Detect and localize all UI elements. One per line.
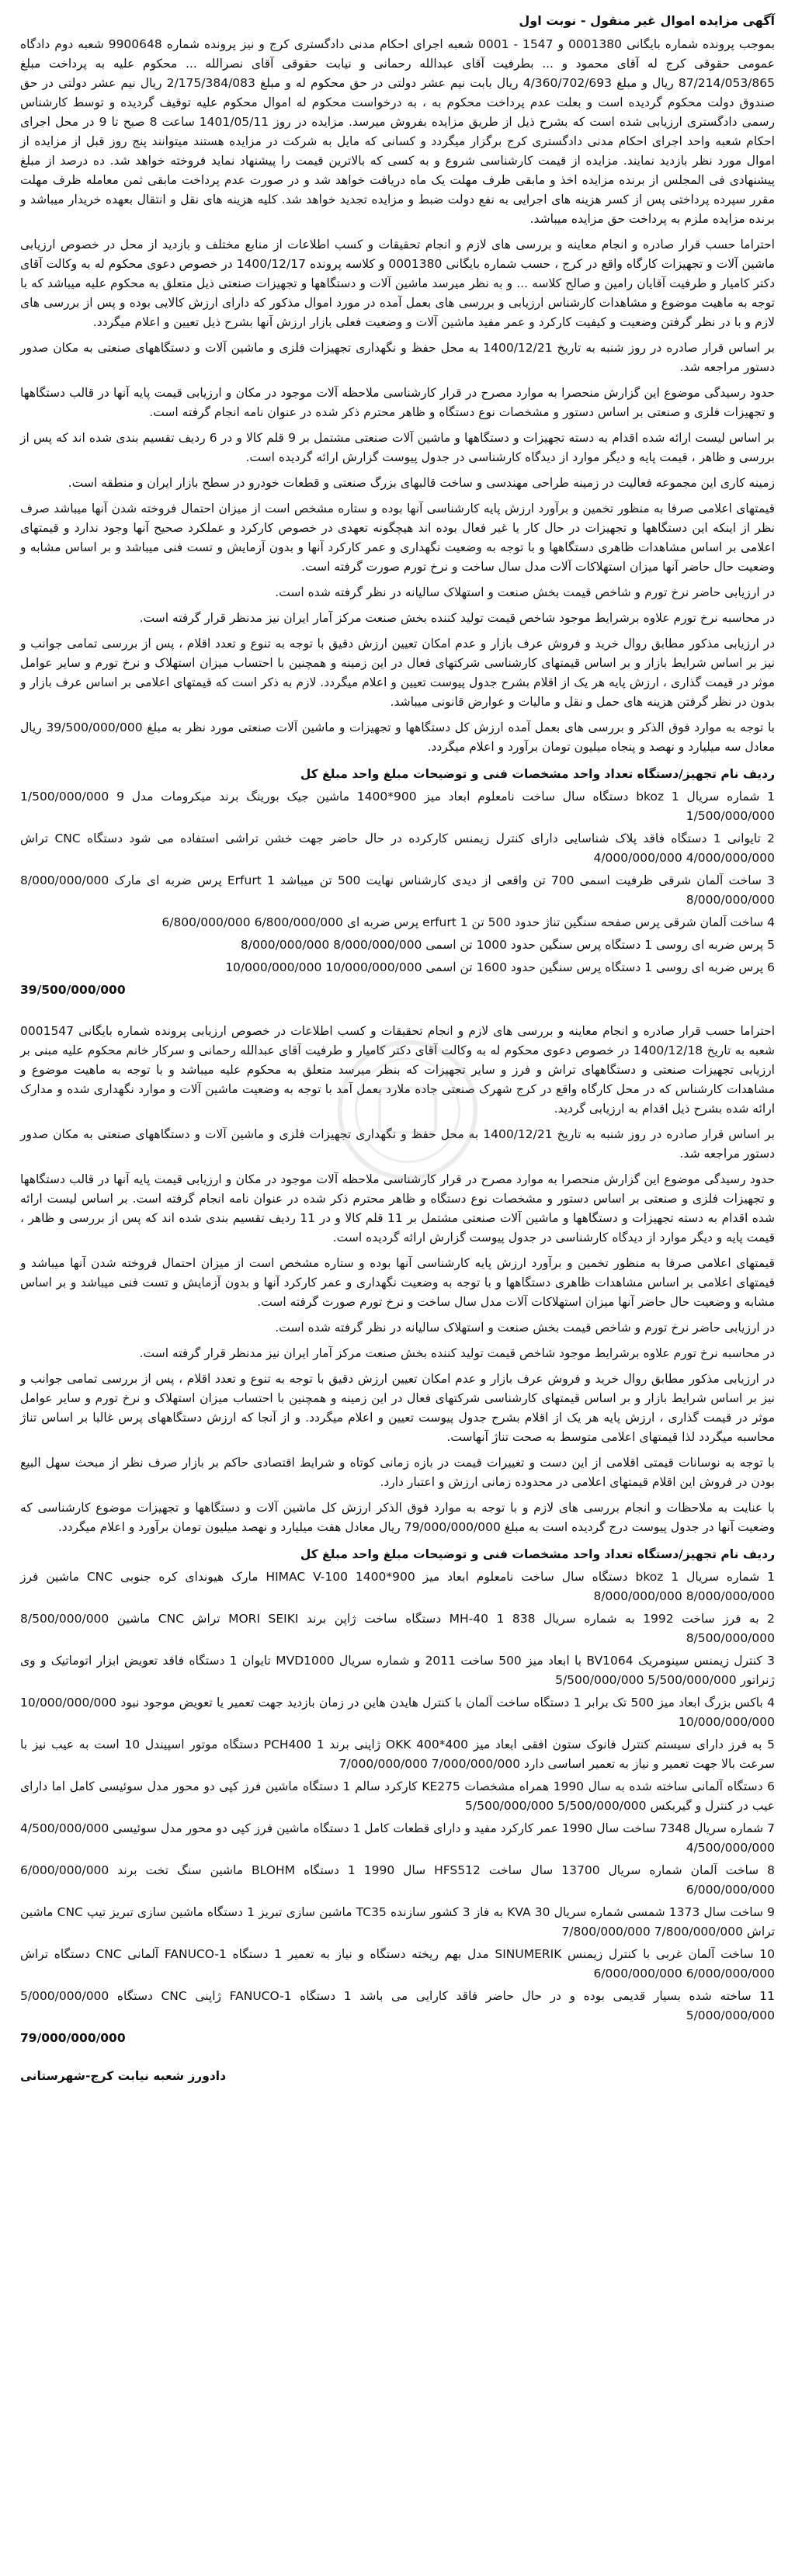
table-row: 11 ساخته شده بسیار قدیمی بوده و در حال حاضر فاقد کارایی می باشد 1 دستگاه FANUCO-1 ژاپنی CNC دستگاه 5/000/000/000 5/000/000/000 (20, 1989, 775, 2022)
section1-criteria: در ارزیابی حاضر نرخ تورم و شاخص قیمت بخش صنعت و استهلاک سالیانه در نظر گرفته شده است. (275, 585, 775, 599)
section1-final: با توجه به موارد فوق الذکر و بررسی های بعمل آمده ارزش کل دستگاهها و تجهیزات و ماشین آلات صنعتی مورد نظر به مبلغ 39/500/000/000 ریال معادل سه میلیارد و نهصد و پنجاه میلیون تومان برآورد و اعلام میگردد. (20, 720, 775, 754)
notice-intro: بموجب پرونده شماره بایگانی 0001380 و 1547 - 0001 شعبه اجرای احکام مدنی دادگستری کرج و نیز پرونده شماره 9900648 شعبه دوم دادگاه عمومی حقوقی کرج له آقای محمود و ... بطرفیت آقای عبدالله رحمانی و نیابت حقوقی آقای نصرالله ... محکوم علیه به پرداخت مبلغ 87/214/053/865 ریال و مبلغ 4/360/702/693 ریال بابت نیم عشر دولتی در حق محکوم له و مبلغ 2/175/384/083 ریال نیم عشر دولتی در حق صندوق دولت محکوم گردیده است و بعلت عدم پرداخت محکوم به ، به درخواست محکوم له اموال محکوم علیه توقیف گردیده و توسط کارشناس رسمی دادگستری ارزیابی شده است که بشرح ذیل از طریق مزایده بفروش میرسد. مزایده در روز 1401/05/11 ساعت 8 صبح تا 9 در محل اجرای احکام شعبه واحد اجرای احکام مدنی دادگستری کرج برگزار میگردد و کسانی که مایل به شرکت در مزایده هستند میتوانند پنج روز قبل از مزایده از اموال مورد نظر بازدید نمایند. مزایده از قیمت کارشناسی شروع و به کسی که بالاترین قیمت را پیشنهاد نماید فروخته خواهد شد. ده درصد از مبلغ پیشنهادی فی المجلس از برنده مزایده اخذ و مابقی ظرف مهلت یک ماه دریافت خواهد شد و در صورت عدم پرداخت مابقی ثمن معامله ظرف مهلت مقرر سپرده پرداختی پس از کسر هزینه های اجرایی به نفع دولت ضبط و مزایده تجدید خواهد شد. کلیه هزینه های نقل و انتقال بعهده خریدار میباشد و برنده مزایده ملزم به پرداخت حق مزایده میباشد. (20, 37, 776, 226)
section1-basis: بر اساس لیست ارائه شده اقدام به دسته تجهیزات و دستگاهها و ماشین آلات صنعتی مشتمل بر 9 قلم کالا و در 6 ردیف تقسیم بندی شده اند که پس از بررسی و ظاهر ، قیمت پایه و دیگر موارد از دیدگاه کارشناسی در جدول پیوست گزارش ارائه گردیده است. (20, 431, 775, 464)
section2-pricing: قیمتهای اعلامی صرفا به منظور تخمین و برآورد ارزش پایه کارشناسی آنها بوده و ستاره مشخص است از میزان احتمال فروخته شدن آنها میباشد و قیمتهای اعلامی بر اساس مشاهدات ظاهری دستگاهها و با توجه به وضعیت نگهداری و عمر کارکرد آنها و بدون آزمایش و تست فنی میباشد و بر اساس مشابه و وضعیت حال حاضر آنها میزان استهلاکات آلات مدل سال ساخت و نرخ تورم صورت گرفته است. (20, 1256, 775, 1309)
section1-scope: حدود رسیدگی موضوع این گزارش منحصرا به موارد مصرح در قرار کارشناسی ملاحظه آلات موجود در مکان و ارزیابی قیمت پایه آنها در قالب دستگاهها و تجهیزات فلزی و صنعتی بر اساس دستور و مشخصات نوع دستگاه و ظاهر محترم ذکر شده در عنوان نامه انجام گرفته است. (20, 386, 775, 419)
section1-inflation: در محاسبه نرخ تورم علاوه برشرایط موجود شاخص قیمت تولید کننده بخش صنعت مرکز آمار ایران نیز مدنظر قرار گرفته است. (139, 611, 775, 625)
section2-criteria: در ارزیابی حاضر نرخ تورم و شاخص قیمت بخش صنعت و استهلاک سالیانه در نظر گرفته شده است. (275, 1321, 775, 1335)
table-row: 6 پرس ضربه ای روسی 1 دستگاه پرس سنگین حدود 1600 تن اسمی 10/000/000/000 10/000/000/000 (225, 960, 775, 974)
section2-visit: بر اساس قرار صادره در روز شنبه به تاریخ 1400/12/21 به محل حفظ و نگهداری تجهیزات فلزی و ماشین آلات و دستگاههای صنعتی به مکان صدور دستور مراجعه شد. (20, 1127, 775, 1161)
table-row: 8 ساخت آلمان شماره سریال 13700 سال ساخت HFS512 سال 1990 1 دستگاه BLOHM ماشین سنگ تخت برند 6/000/000/000 6/000/000/000 (20, 1863, 776, 1897)
section1-table-heading: ردیف نام تجهیز/دستگاه تعداد واحد مشخصات فنی و توضیحات مبلغ واحد مبلغ کل (300, 767, 775, 781)
table-row: 7 شماره سریال 7348 ساخت سال 1990 عمر کارکرد مفید و دارای قطعات کامل 1 دستگاه ماشین فرز کپی دو محور مدل سوئیسی 4/500/000/000 4/500/000/000 (20, 1821, 775, 1855)
table-row: 1 شماره سریال bkoz 1 دستگاه سال ساخت نامعلوم ابعاد میز 900*1400 HIMAC V-100 مارک هیوندای کره جنوبی CNC ماشین فرز 8/000/000/000 8/000/000/000 (20, 1570, 775, 1603)
signature: دادورز شعبه نیابت کرج-شهرستانی (20, 2069, 227, 2083)
section1-total: 39/500/000/000 (20, 983, 126, 997)
table-row: 4 ساخت آلمان شرقی پرس صفحه سنگین تناژ حدود 500 تن 1 erfurt پرس ضربه ای 6/800/000/000 6/800/000/000 (161, 915, 775, 929)
section2-scope: حدود رسیدگی موضوع این گزارش منحصرا به موارد مصرح در قرار کارشناسی ملاحظه آلات موجود در مکان و ارزیابی قیمت پایه آنها در قالب دستگاهها و تجهیزات فلزی و صنعتی بر اساس دستور و مشخصات نوع دستگاه و ظاهر محترم ذکر شده در عنوان نامه انجام گرفته است. بر اساس لیست ارائه شده اقدام به دسته تجهیزات و دستگاهها و ماشین آلات صنعتی مشتمل بر 11 قلم کالا و در 11 ردیف تقسیم بندی شده اند که پس از بررسی و ظاهر ، قیمت پایه و دیگر موارد از دیدگاه کارشناسی در جدول پیوست گزارش ارائه گردیده است. (20, 1172, 775, 1245)
section2-report: احتراما حسب قرار صادره و انجام معاینه و بررسی های لازم و انجام تحقیقات و کسب اطلاعات در خصوص ارزیابی پرونده شماره بایگانی 0001547 شعبه به تاریخ 1400/12/18 در خصوص دعوی محکوم له به وکالت آقای دکتر کامیار و طرفیت آقای عبدالله رحمانی و سرکار خانم محکوم علیه مبنی بر ارزیابی تجهیزات صنعتی و دستگاههای تراش و فرز و سایر تجهیزات که بنظر میرسد متعلق به محکوم علیه میباشد و با توجه به ماهیت موضوع و مشاهدات کارشناس که در محل کارگاه واقع در کرج شهرک صنعتی جاده ملارد بعمل آمد با توجه به وضعیت ماشین آلات و موارد نگهداری شده و مدارک ارائه شده بشرح ذیل اقدام به ارزیابی گردید. (20, 1024, 775, 1116)
section2-final: با عنایت به ملاحظات و انجام بررسی های لازم و با توجه به موارد فوق الذکر ارزش کل ماشین آلات و دستگاهها و تجهیزات موضوع کارشناسی که وضعیت آنها در جدول پیوست درج گردیده است به مبلغ 79/000/000/000 ریال معادل هفت میلیارد و نهصد میلیون تومان برآورد و اعلام میگردد. (20, 1501, 775, 1534)
section2-inflation: در محاسبه نرخ تورم علاوه برشرایط موجود شاخص قیمت تولید کننده بخش صنعت مرکز آمار ایران نیز مدنظر قرار گرفته است. (139, 1346, 775, 1360)
section1-report: احتراما حسب قرار صادره و انجام معاینه و بررسی های لازم و انجام تحقیقات و کسب اطلاعات از منابع مختلف و بازدید از محل در خصوص ارزیابی ماشین آلات و تجهیزات کارگاه واقع در کرج ، حسب شماره بایگانی 0001380 و کلاسه پرونده 1400/12/17 در خصوص دعوی محکوم له به وکالت آقای دکتر کامیار و طرفیت آقایان رامین و صالح کلاسه ... و به نظر میرسد ماشین آلات و دستگاهها و تجهیزات صنعتی ذیل متعلق به محکوم علیه میباشد که با توجه به ماهیت موضوع و مشاهدات کارشناس ارزیابی و بررسی های بعمل آمده در مورد اموال مذکور که دارای ارزش کالایی بوده و پس از بررسی های لازم و با در نظر گرفتن وضعیت و کیفیت کارکرد و عمر مفید ماشین آلات و وضعیت فعلی بازار ارزش آنها بشرح ذیل تعیین و اعلام میگردد. (20, 238, 775, 329)
section1-supplier: زمینه کاری این مجموعه فعالیت در زمینه طراحی مهندسی و ساخت قالبهای بزرگ صنعتی و قطعات خودرو در سطح بازار ایران و منطقه است. (68, 476, 775, 490)
table-row: 3 کنترل زیمنس سینومریک BV1064 با ابعاد میز 500 ساخت 2011 و شماره سریال MVD1000 تایوان 1 دستگاه فاقد تعویض ابزار اتوماتیک و وی ژنراتور 5/500/000/000 5/500/000/000 (20, 1654, 775, 1687)
notice-title: آگهی مزایده اموال غیر منقول - نوبت اول (519, 13, 775, 28)
section1-visit: بر اساس قرار صادره در روز شنبه به تاریخ 1400/12/21 به محل حفظ و نگهداری تجهیزات فلزی و ماشین آلات و دستگاههای صنعتی به مکان صدور دستور مراجعه شد. (20, 341, 775, 374)
section2-table-heading: ردیف نام تجهیز/دستگاه تعداد واحد مشخصات فنی و توضیحات مبلغ واحد مبلغ کل (300, 1547, 775, 1561)
table-row: 5 به فرز دارای سیستم کنترل فانوک ستون افقی ابعاد میز 400*400 OKK ژاپنی برند PCH400 1 دستگاه موتور اسپیندل 10 است به عیب نیز با سرعت بالا جهت تعمیر و نیاز به تعمیر اساسی دارد 7/000/000/000 7/000/000/000 (20, 1738, 775, 1771)
table-row: 6 دستگاه آلمانی ساخته شده به سال 1990 همراه مشخصات KE275 کارکرد سالم 1 دستگاه ماشین فرز کپی دو محور مدل سوئیسی کامل اما دارای عیب در کنترل و گیربکس 5/500/000/000 5/500/000/000 (20, 1779, 775, 1813)
table-row: 5 پرس ضربه ای روسی 1 دستگاه پرس سنگین حدود 1000 تن اسمی 8/000/000/000 8/000/000/000 (240, 938, 775, 952)
section1-pricing: قیمتهای اعلامی صرفا به منظور تخمین و برآورد ارزش پایه کارشناسی آنها بوده و ستاره مشخص است از میزان احتمال فروخته شدن آنها میباشد صرف نظر از اینکه این دستگاهها و تجهیزات در حال کار یا غیر فعال بوده اند هیچگونه تعهدی در خصوص کارکرد و عملکرد صحیح آنها وجود ندارد و قیمتهای اعلامی بر اساس مشاهدات ظاهری دستگاهها و با توجه به وضعیت نگهداری و عمر کارکرد آنها و بدون آزمایش و تست فنی میباشد و بر اساس مشابه و وضعیت حال حاضر آنها میزان استهلاکات آلات مدل سال ساخت و نرخ تورم صورت گرفته است. (20, 502, 775, 574)
table-row: 4 باکس بزرگ ابعاد میز 500 تک برابر 1 دستگاه ساخت آلمان با کنترل هایدن هاین در زمان بازدید جهت تعمیر یا تعویض موجود نبود 10/000/000/000 10/000/000/000 (20, 1696, 775, 1729)
section2-method: با توجه به نوسانات قیمتی اقلامی از این دست و تغییرات قیمت در بازه زمانی کوتاه و شرایط اقتصادی حاکم بر بازار صرف نظر از مبحث سهل البیع بودن در فروش این اقلام قیمتهای اعلامی در محدوده زمانی ارزش و اعتبار دارد. (20, 1456, 775, 1489)
table-row: 3 ساخت آلمان شرقی ظرفیت اسمی 700 تن واقعی از دیدی کارشناس نهایت 500 تن میباشد 1 Erfurt پرس ضربه ای مارک 8/000/000/000 8/000/000/000 (20, 873, 775, 907)
table-row: 10 ساخت آلمان غربی با کنترل زیمنس SINUMERIK مدل بهم ریخته دستگاه و نیاز به تعمیر 1 دستگاه FANUCO-1 آلمانی CNC دستگاه تراش 6/000/000/000 6/000/000/000 (20, 1947, 775, 1981)
table-row: 9 ساخت سال 1373 شمسی شماره سریال KVA 30 به فاز 3 کشور سازنده TC35 ماشین سازی تبریز 1 دستگاه ماشین سازی تبریز تیپ CNC ماشین تراش 7/800/000/000 7/800/000/000 (20, 1905, 775, 1939)
section1-market: در ارزیابی مذکور مطابق روال خرید و فروش عرف بازار و عدم امکان تعیین ارزش دقیق با توجه به تنوع و تعدد اقلام ، پس از بررسی تمامی جوانب و نیز بر اساس شرایط بازار و بر اساس قیمتهای کارشناسی شرکتهای فعال در این زمینه و همچنین با احتساب میزان استهلاک و نرخ تورم و سایر عوامل موثر در قیمت گذاری ، ارزش پایه هر یک از اقلام بشرح جدول پیوست تعیین و اعلام میگردد. لازم به ذکر است که قیمتهای اعلامی بر اساس عرف بازار و بدون در نظر گرفتن هزینه های حمل و نقل و مالیات و عوارض قانونی میباشد. (20, 637, 775, 709)
section2-total: 79/000/000/000 (20, 2031, 126, 2045)
section2-market: در ارزیابی مذکور مطابق روال خرید و فروش عرف بازار و عدم امکان تعیین ارزش دقیق با توجه به تنوع و تعدد اقلام ، پس از بررسی تمامی جوانب و نیز بر اساس شرایط بازار و بر اساس قیمتهای کارشناسی شرکتهای فعال در این زمینه و همچنین با احتساب میزان استهلاک و نرخ تورم و سایر عوامل موثر در قیمت گذاری ، ارزش پایه هر یک از اقلام بشرح جدول پیوست تعیین و اعلام میگردد. و از آنجا که ارزش دستگاههای پرس غالبا بر اساس تناژ محاسبه میگردد لذا قیمتهای اعلامی متوسط به صحت تناژ آنهاست. (20, 1372, 775, 1444)
table-row: 1 شماره سریال bkoz 1 دستگاه سال ساخت نامعلوم ابعاد میز 900*1400 ماشین جیک بورینگ برند میکرومات مدل 9 1/500/000/000 1/500/000/000 (20, 790, 775, 823)
table-row: 2 به فرز ساخت 1992 به شماره سریال 838 MH-40 1 دستگاه ساخت ژاپن برند MORI SEIKI تراش CNC ماشین 8/500/000/000 8/500/000/000 (20, 1612, 776, 1645)
table-row: 2 تایوانی 1 دستگاه فاقد پلاک شناسایی دارای کنترل زیمنس کارکرده در حال حاضر جهت خشن تراشی استفاده می شود دستگاه CNC تراش 4/000/000/000 4/000/000/000 (20, 831, 775, 865)
